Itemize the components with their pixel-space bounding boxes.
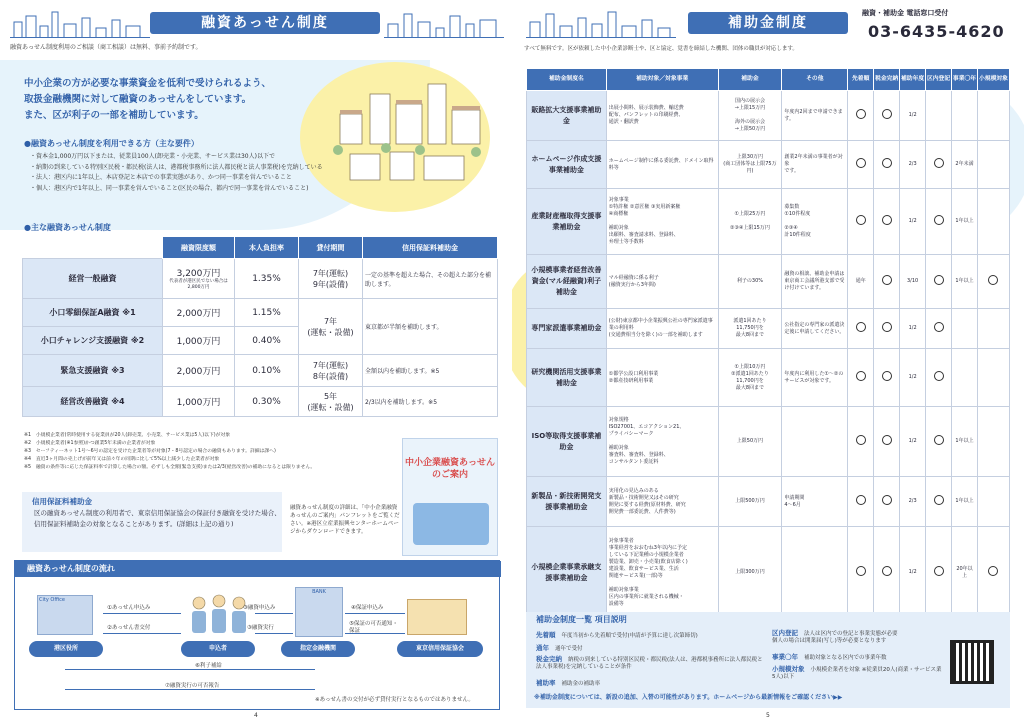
requirement-item: ・納期の到来している特別区民税・都民税(法人は、港都税事務所に法人都民税と法人事業税)を完納している [30,163,323,171]
guarantee-title: 信用保証料補助金 [32,497,92,506]
qr-code[interactable] [950,640,994,684]
footnote: ※4 直近3ヶ月間の売上げが前年又は前々年の同期に比して5%以上減少した企業者が対象 [24,457,220,462]
requirement-item: ・資本金1,000万円以下または、従業員100人(卸売業・小売業、サービス業は30人)以下で [30,153,275,160]
subsidy-target: マル経融資に係る利子 (融資実行から3年間) [606,255,718,309]
guarantee-association-illustration [407,599,467,635]
tax-paid [874,407,900,477]
table-corner [23,237,163,259]
ward-registration [926,189,952,255]
loan-rate: 0.40% [235,327,299,355]
table-row [527,189,1010,255]
first-come [848,527,874,619]
subsidy-table-body [527,91,1010,619]
loan-guarantee: 東京都が半額を補助します。 [363,299,498,355]
explanation-key: 区内登記 [772,629,798,637]
circle-mark [882,109,892,119]
subsidy-name: 産業財産権取得支援事業補助金 [527,189,607,255]
first-come [848,349,874,407]
loan-term: 7年(運転) 8年(設備) [299,355,363,387]
explanation-key: 補助率 [536,679,556,687]
loan-term: 5年 (運転・設備) [299,387,363,417]
page-subtitle: すべて無料です。区が依頼した中小企業診断士や、区と協定、覚書を締結した機関、団体の職員が対応します。 [524,46,798,52]
ward-registration [926,141,952,189]
intro-line: また、区が利子の一部を補助しています。 [24,110,204,121]
circle-mark [934,566,944,576]
subsidy-rate: 2/3 [900,477,926,527]
circle-mark [882,371,892,381]
circle-mark [856,215,866,225]
step-label: ⑦融資実行の可否報告 [165,683,220,689]
small-business [977,477,1009,527]
subsidy-target: 対象事業 ①特許権 ②意匠権 ③実用新案権 ④商標権 補助対象 出願料、審査請求料、登録料、 弁理士等手数料 [606,189,718,255]
loan-term: 7年(運転) 9年(設備) [299,259,363,299]
page-title: 融資あっせん制度 [150,12,380,34]
col-header: 区内登記 [926,69,952,91]
pamphlet-illustration [413,503,489,545]
page-subtitle: 融資あっせん制度利用のご相談（商工相談）は無料、事前予約制です。 [10,44,202,51]
table-row [23,259,498,299]
explanation-value: 年度当初から先着順で受付(申請が予算に達し次第締切) [561,633,698,639]
col-header: 小規模対象 [977,69,1009,91]
circle-mark [882,215,892,225]
node-applicant: 申込者 [181,641,255,657]
business-years [952,309,978,349]
col-header: その他 [782,69,848,91]
subsidy-other: 創業2年未満の事業者が対象 です。 [782,141,848,189]
table-row [527,91,1010,141]
business-years: 1年以上 [952,477,978,527]
limit-value: 3,200万円 [176,269,221,279]
loan-name: 小口チャレンジ支援融資 ※2 [23,327,163,355]
explanation-item [536,643,583,652]
step-label: ③融資実行 [247,625,274,631]
subsidy-target: (公財)東京都中小企業振興公社の専門家派遣事業の利用料 (交通費相当分を除く)の一部を補助します [606,309,718,349]
subsidy-table [526,68,1010,619]
city-office-sign: City Office [39,597,65,603]
first-come [848,141,874,189]
footnotes [24,432,394,472]
col-header: 本人負担率 [235,237,299,259]
col-header: 税金完納 [874,69,900,91]
circle-mark [882,435,892,445]
small-business [977,527,1009,619]
node-guarantee-association: 東京信用保証協会 [397,641,483,657]
flow-arrow [65,689,315,690]
loan-rate: 1.35% [235,259,299,299]
explanation-title: 補助金制度一覧 項目説明 [536,615,627,624]
subsidy-other: 融資の相談、補助金申請は東京商工会議所港支部で受け付けています。 [782,255,848,309]
tax-paid [874,309,900,349]
circle-mark [882,158,892,168]
first-come [848,407,874,477]
subsidy-target: ホームページ制作に係る委託費、ドメイン取得料等 [606,141,718,189]
circle-mark [988,566,998,576]
guarantee-body: 区の融資あっせん制度の利用者で、東京信用保証協会の保証付き融資を受けた場合、信用保証料補助金の対象となることがあります。(詳細は上記の通り) [34,509,281,528]
small-business [977,309,1009,349]
loan-term: 7年 (運転・設備) [299,299,363,355]
tax-paid [874,477,900,527]
subsidy-target: 対象規格 ISO27001、エコアクション21、 プライバシーマーク 補助対象 審査料、審査料、登録料、 コンサルタント委託料 [606,407,718,477]
explanation-value: 納税の到来している特別区民税・都民税(法人は、港都税事務所に法人都民税と法人事業税)を完納していることが条件 [536,657,763,670]
subsidy-other: 年度内2回まで申請できます。 [782,91,848,141]
footnote: ※1 小規模企業者(常時使用する従業員が20人(卸売業、小売業、サービス業は5人)以下)が対象 [24,433,230,438]
ward-registration [926,349,952,407]
small-business [977,91,1009,141]
loan-guarantee: 全額以内を補助します。※5 [363,355,498,387]
table-row [23,355,498,387]
explanation-value: 通年で受付 [555,646,583,652]
explanation-item [536,656,766,671]
explanation-item [536,630,698,639]
step-label: ②あっせん書交付 [107,625,151,631]
table-row [527,477,1010,527]
subsidy-other: 募集数 ①10件程度 ②③④ 計10件程度 [782,189,848,255]
subsidy-target: 出展小間料、展示装飾費、輸送費 配布、パンフレットの印刷経費、 通訳・翻訳費 [606,91,718,141]
first-come: 通年 [848,255,874,309]
subsidy-amount: 上限50万円 [718,407,782,477]
subsidy-amount: 上限300万円 [718,527,782,619]
subsidy-name: 専門家派遣事業補助金 [527,309,607,349]
col-header: 信用保証料補助金 [363,237,498,259]
table-row [527,141,1010,189]
flow-arrow [103,633,181,634]
subsidy-target: 実用化の見込みのある 新製品・技術開発又はその研究 開発に要する経費(原材料費、研究 開発費一部委託費、人件費等) [606,477,718,527]
step-label: ①あっせん申込み [107,605,151,611]
step-label: ③融資申込み [243,605,276,611]
ward-registration [926,477,952,527]
subsidy-target: ①都学公設口利用事業 ②都産技研利用事業 [606,349,718,407]
col-header: 先着順 [848,69,874,91]
subsidy-rate: 1/2 [900,527,926,619]
loan-name: 小口零細保証A融資 ※1 [23,299,163,327]
subsidy-amount: ①上限10万円 ②派遣1回あたり 11,700円を 最大8回まで [718,349,782,407]
flow-note: ※あっせん書の交付が必ず貸付実行となるものではありません。 [315,697,474,703]
loan-name: 緊急支援融資 ※3 [23,355,163,387]
subsidy-name: 新製品・新技術開発支援事業補助金 [527,477,607,527]
business-years: 1年以上 [952,189,978,255]
pamphlet-note: 融資あっせん制度の詳細は、「中小企業融資あっせんのご案内」パンフレットをご覧ください。※港区立産業振興センターホームページからダウンロードできます。 [290,505,400,535]
table-row [527,527,1010,619]
intro-line: 中小企業の方が必要な事業資金を低利で受けられるよう、 [24,78,272,89]
page-title: 補助金制度 [688,12,848,34]
tax-paid [874,349,900,407]
explanation-key: 先着順 [536,631,556,639]
col-header: 貸付期間 [299,237,363,259]
first-come [848,309,874,349]
subsidy-rate: 3/10 [900,255,926,309]
phone-number: 03-6435-4620 [868,22,1005,41]
ward-registration [926,527,952,619]
first-come [848,477,874,527]
flow-arrow [255,613,293,614]
step-label: ⑤保証の可否通知・保証 [349,621,398,634]
footnote: ※5 融資の条件等に応じた保証料率で計算した場合の額。必ずしも全額(緊急支援)または2/3(経営改善)の補助になるとは限りません。 [24,465,316,470]
subsidy-amount: 国内の展示会 →上限15万円 海外の展示会 →上限50万円 [718,91,782,141]
ward-registration [926,91,952,141]
circle-mark [856,371,866,381]
circle-mark [882,566,892,576]
loan-table [22,236,498,417]
circle-mark [856,495,866,505]
footer-note[interactable]: ※補助金制度については、新設の追加、入替の可能性があります。ホームページから最新情報をご確認ください▶▶ [534,694,843,701]
city-skyline-decoration [526,8,676,38]
subsidy-amount: ①上限25万円 ②③④上限15万円 [718,189,782,255]
flow-arrow [255,633,293,634]
subsidy-other [782,527,848,619]
table-row [527,349,1010,407]
subsidy-rate: 1/2 [900,91,926,141]
tax-paid [874,141,900,189]
small-business [977,141,1009,189]
city-office-illustration [37,595,93,635]
subsidy-other: 年度内に利用した①～②のサービスが対象です。 [782,349,848,407]
col-header: 事業〇年 [952,69,978,91]
footnote: ※3 セーフティーネット1号～6号の認定を受けた企業者等が対象(7・8号認定の場合の融資もあります。詳細は課へ) [24,449,276,454]
subsidy-rate: 2/3 [900,141,926,189]
tax-paid [874,255,900,309]
small-business [977,189,1009,255]
page-number: 5 [766,712,770,719]
subsidy-rate: 1/2 [900,309,926,349]
circle-mark [934,158,944,168]
explanation-item [772,666,942,681]
guarantee-box [22,492,282,552]
bank-illustration [295,587,343,637]
subsidy-name: 販路拡大支援事業補助金 [527,91,607,141]
step-label: ④保証申込み [351,605,384,611]
node-bank: 指定金融機関 [281,641,355,657]
circle-mark [934,371,944,381]
subsidy-target: 対象事業者 事業経営をおおむね3年以内に予定 している下記業種の小規模企業者 製造業、卸売・小売業(飲食店除く) 建設業、飲食サービス業、生活 関連サービス業(一部)等 補助対象事業 区内の事業所に就業される機械・ 設備等 [606,527,718,619]
circle-mark [934,495,944,505]
loan-guarantee: 一定の基準を超えた場合、その超えた部分を補助します。 [363,259,498,299]
ward-registration [926,309,952,349]
limit-note: 代表者が港区民でない場合は2,800万円 [169,279,228,290]
phone-label: 融資・補助金 電話窓口受付 [862,9,949,17]
left-header [0,0,512,60]
table-row [527,309,1010,349]
loan-limit [163,259,235,299]
circle-mark [856,566,866,576]
loan-rate: 0.10% [235,355,299,387]
flow-arrow [65,669,315,670]
subsidy-name: 小規模企業事業承継支援事業補助金 [527,527,607,619]
subsidy-rate: 1/2 [900,407,926,477]
explanation-value: 小規模企業者を対象 ※従業員20人(商業・サービス業5人)以下 [772,667,942,680]
subsidy-amount: 上限500万円 [718,477,782,527]
col-header: 補助年度 [900,69,926,91]
business-years [952,91,978,141]
small-business [977,407,1009,477]
explanation-value: 法人は区内での登記と事業実態が必要 個人の場合は開業届(写し)等が必要となります [772,631,898,644]
loan-rate: 1.15% [235,299,299,327]
subsidy-other: 申請期間 4～6月 [782,477,848,527]
subsidy-rate: 1/2 [900,349,926,407]
small-business [977,349,1009,407]
table-row [527,255,1010,309]
explanation-value: 補助金の補助率 [561,681,601,687]
circle-mark [882,275,892,285]
business-years: 2年未満 [952,141,978,189]
loan-name: 経営一般融資 [23,259,163,299]
ward-registration [926,407,952,477]
explanation-item [772,630,898,645]
tax-paid [874,91,900,141]
table-row [23,387,498,417]
table-row [23,299,498,327]
loan-guarantee: 2/3以内を補助します。※5 [363,387,498,417]
col-header: 補助対象／対象事業 [606,69,718,91]
city-skyline-decoration [384,8,504,38]
subsidy-name: ISO等取得支援事業補助金 [527,407,607,477]
right-page [512,0,1024,725]
footnote: ※2 小規模企業者(※1参照)かつ創業5年未満の企業者が対象 [24,441,156,446]
circle-mark [856,322,866,332]
loan-table-title: ●主な融資あっせん制度 [24,223,111,232]
subsidy-amount: 派遣1回あたり 11,750円を 最大8回まで [718,309,782,349]
circle-mark [934,435,944,445]
subsidy-amount: 上限30万円 (商工団体等は上限75万円) [718,141,782,189]
explanation-item [772,652,887,661]
loan-limit: 2,000万円 [163,299,235,327]
small-business [977,255,1009,309]
page-number: 4 [254,712,258,719]
loan-limit: 1,000万円 [163,327,235,355]
subsidy-amount: 利子の30% [718,255,782,309]
tax-paid [874,189,900,255]
tax-paid [874,527,900,619]
explanation-key: 通年 [536,644,549,652]
applicants-illustration [187,591,251,637]
circle-mark [882,322,892,332]
subsidy-other: 公社指定の専門家の派遣決定後に申請してください。 [782,309,848,349]
flow-title: 融資あっせん制度の流れ [15,561,501,577]
pamphlet-title: 中小企業融資あっせんのご案内 [405,458,495,480]
flow-diagram [14,560,500,710]
node-city-office: 港区役所 [29,641,103,657]
explanation-item [536,678,600,687]
subsidy-name: 小規模事業者経営改善資金(マル経融資)利子補助金 [527,255,607,309]
first-come [848,189,874,255]
explanation-key: 小規模対象 [772,665,805,673]
flow-arrow [345,613,405,614]
ward-registration [926,255,952,309]
circle-mark [856,158,866,168]
subsidy-name: ホームページ作成支援事業補助金 [527,141,607,189]
explanation-box [526,612,1010,708]
subsidy-other [782,407,848,477]
flow-arrow [103,613,181,614]
subsidy-name: 研究機関活用支援事業補助金 [527,349,607,407]
circle-mark [934,275,944,285]
step-label: ⑥利子補給 [195,663,222,669]
circle-mark [988,275,998,285]
subsidy-rate: 1/2 [900,189,926,255]
requirements-list [30,152,480,194]
business-years: 1年以上 [952,255,978,309]
right-header [512,0,1024,60]
explanation-value: 補助対象となる区内での事業年数 [804,655,887,661]
requirement-item: ・法人：港区内に1年以上、本店登記と本店での事業実態があり、かつ同一事業を営んでいること [30,174,292,181]
circle-mark [882,495,892,505]
requirement-item: ・個人：港区内で1年以上、同一事業を営んでいること(区民の場合、都内で同一事業を営んでいること) [30,184,309,192]
pamphlet-image [402,438,498,556]
city-skyline-decoration [10,8,150,38]
business-years: 20年以上 [952,527,978,619]
circle-mark [934,215,944,225]
first-come [848,91,874,141]
intro-line: 取扱金融機関に対して融資のあっせんをしています。 [24,94,252,105]
business-years: 1年以上 [952,407,978,477]
circle-mark [856,435,866,445]
table-row [527,407,1010,477]
explanation-key: 税金完納 [536,655,562,663]
intro-text [24,76,344,124]
circle-mark [856,109,866,119]
col-header: 補助金 [718,69,782,91]
loan-rate: 0.30% [235,387,299,417]
requirements-title: ●融資あっせん制度を利用できる方（主な要件） [24,139,199,148]
col-header: 補助金制度名 [527,69,607,91]
business-years [952,349,978,407]
loan-name: 経営改善融資 ※4 [23,387,163,417]
loan-limit: 1,000万円 [163,387,235,417]
explanation-key: 事業〇年 [772,653,798,661]
bank-sign: BANK [312,589,326,595]
circle-mark [934,322,944,332]
col-header: 融資限度額 [163,237,235,259]
loan-limit: 2,000万円 [163,355,235,387]
